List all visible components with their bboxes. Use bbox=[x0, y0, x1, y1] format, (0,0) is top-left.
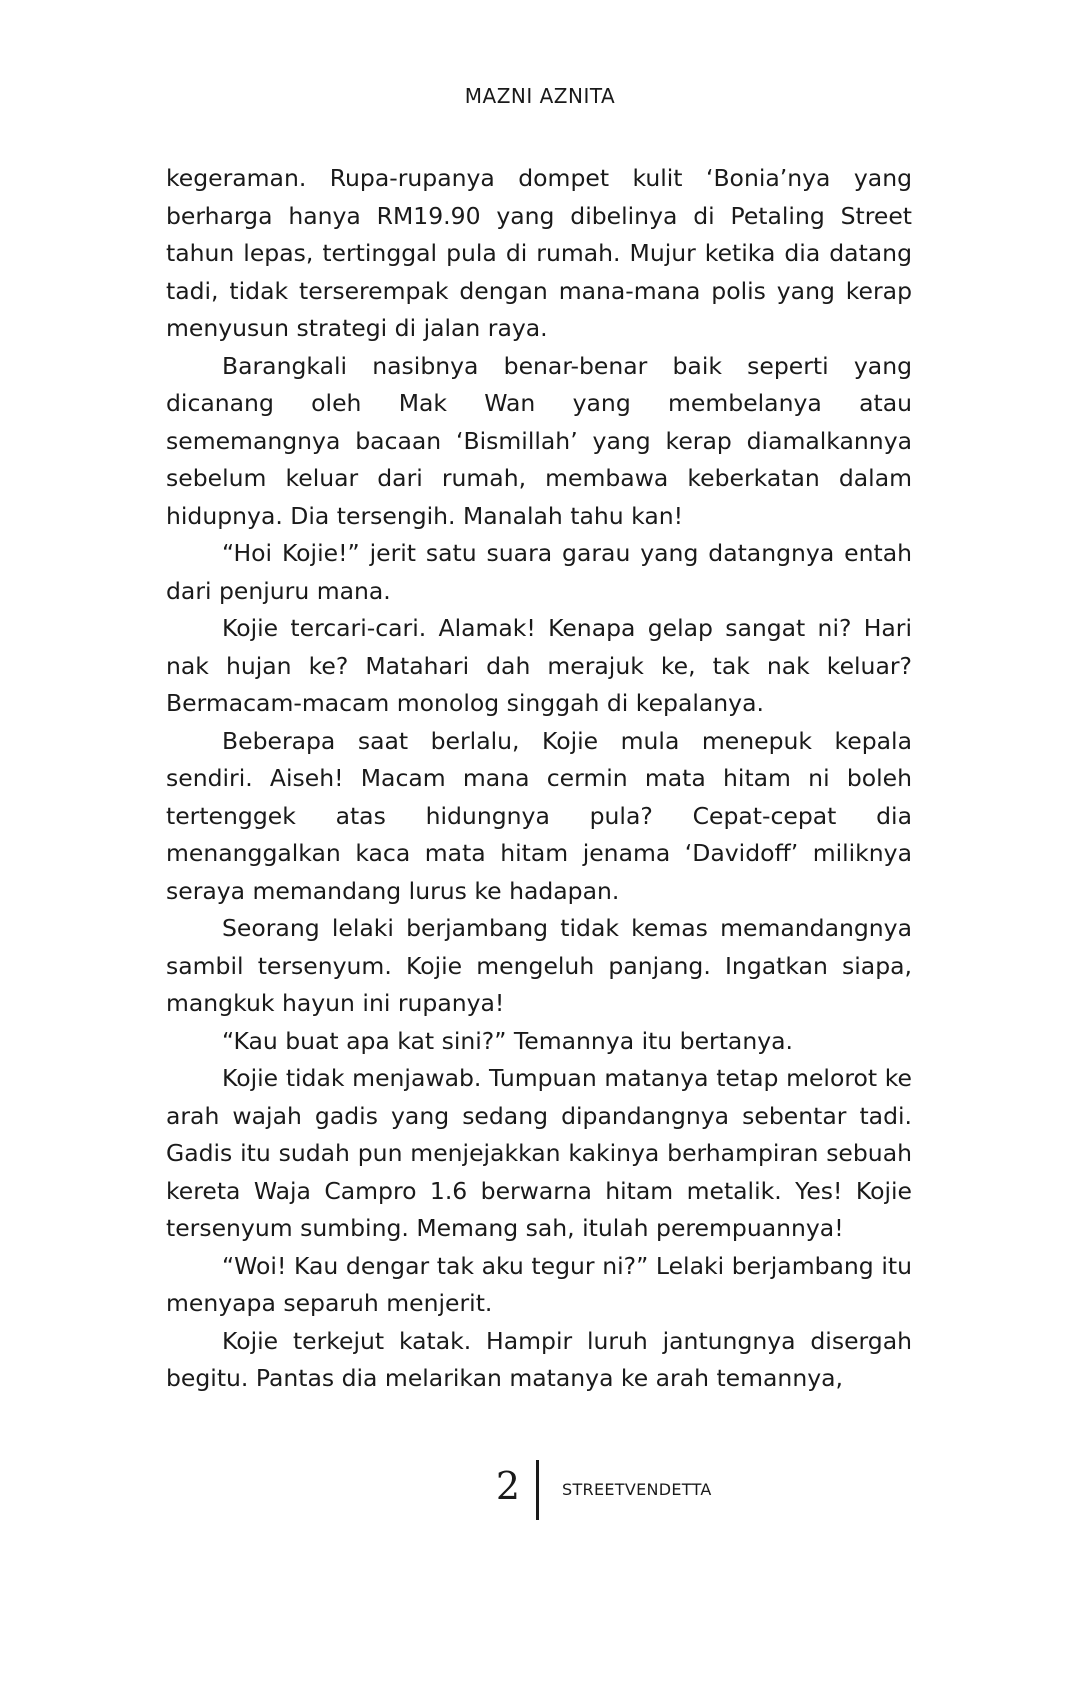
paragraph: “Hoi Kojie!” jerit satu suara garau yang datangnya entah dari penjuru mana. bbox=[166, 539, 912, 605]
page-number: 2 bbox=[495, 1464, 520, 1508]
paragraph: Kojie tercari-cari. Alamak! Kenapa gelap sangat ni? Hari nak hujan ke? Matahari dah merajuk ke, tak nak keluar? Bermacam-macam monolog singgah di kepalanya. bbox=[166, 614, 912, 717]
paragraph: kegeraman. Rupa-rupanya dompet kulit ‘Bonia’nya yang berharga hanya RM19.90 yang dibelinya di Petaling Street tahun lepas, tertinggal pula di rumah. Mujur ketika dia datang tadi, tidak terserempak dengan mana-mana polis yang kerap menyusun strategi di jalan raya. bbox=[166, 164, 912, 342]
body-text bbox=[166, 160, 912, 1398]
paragraph: Seorang lelaki berjambang tidak kemas memandangnya sambil tersenyum. Kojie mengeluh panjang. Ingatkan siapa, mangkuk hayun ini rupanya! bbox=[166, 914, 912, 1017]
paragraph: “Kau buat apa kat sini?” Temannya itu bertanya. bbox=[222, 1026, 793, 1055]
running-header-author: MAZNI AZNITA bbox=[464, 84, 616, 108]
footer-divider bbox=[536, 1460, 539, 1520]
paragraph: Kojie terkejut katak. Hampir luruh jantungnya disergah begitu. Pantas dia melarikan matanya ke arah temannya, bbox=[166, 1326, 912, 1392]
page-footer bbox=[0, 1460, 1080, 1520]
paragraph: Barangkali nasibnya benar-benar baik seperti yang dicanang oleh Mak Wan yang membelanya atau sememangnya bacaan ‘Bismillah’ yang kerap diamalkannya sebelum keluar dari rumah, membawa keberkatan dalam hidupnya. Dia tersengih. Manalah tahu kan! bbox=[166, 351, 912, 530]
paragraph: Kojie tidak menjawab. Tumpuan matanya tetap melorot ke arah wajah gadis yang sedang dipandangnya sebentar tadi. Gadis itu sudah pun menjejakkan kakinya berhampiran sebuah kereta Waja Campro 1.6 berwarna hitam metalik. Yes! Kojie tersenyum sumbing. Memang sah, itulah perempuannya! bbox=[166, 1064, 912, 1242]
paragraph: “Woi! Kau dengar tak aku tegur ni?” Lelaki berjambang itu menyapa separuh menjerit. bbox=[166, 1251, 912, 1317]
footer-book-title: STREETVENDETTA bbox=[562, 1480, 712, 1499]
paragraph: Beberapa saat berlalu, Kojie mula menepuk kepala sendiri. Aiseh! Macam mana cermin mata hitam ni boleh tertenggek atas hidungnya pula? Cepat-cepat dia menanggalkan kaca mata hitam jenama ‘Davidoff’ miliknya seraya memandang lurus ke hadapan. bbox=[166, 726, 912, 905]
